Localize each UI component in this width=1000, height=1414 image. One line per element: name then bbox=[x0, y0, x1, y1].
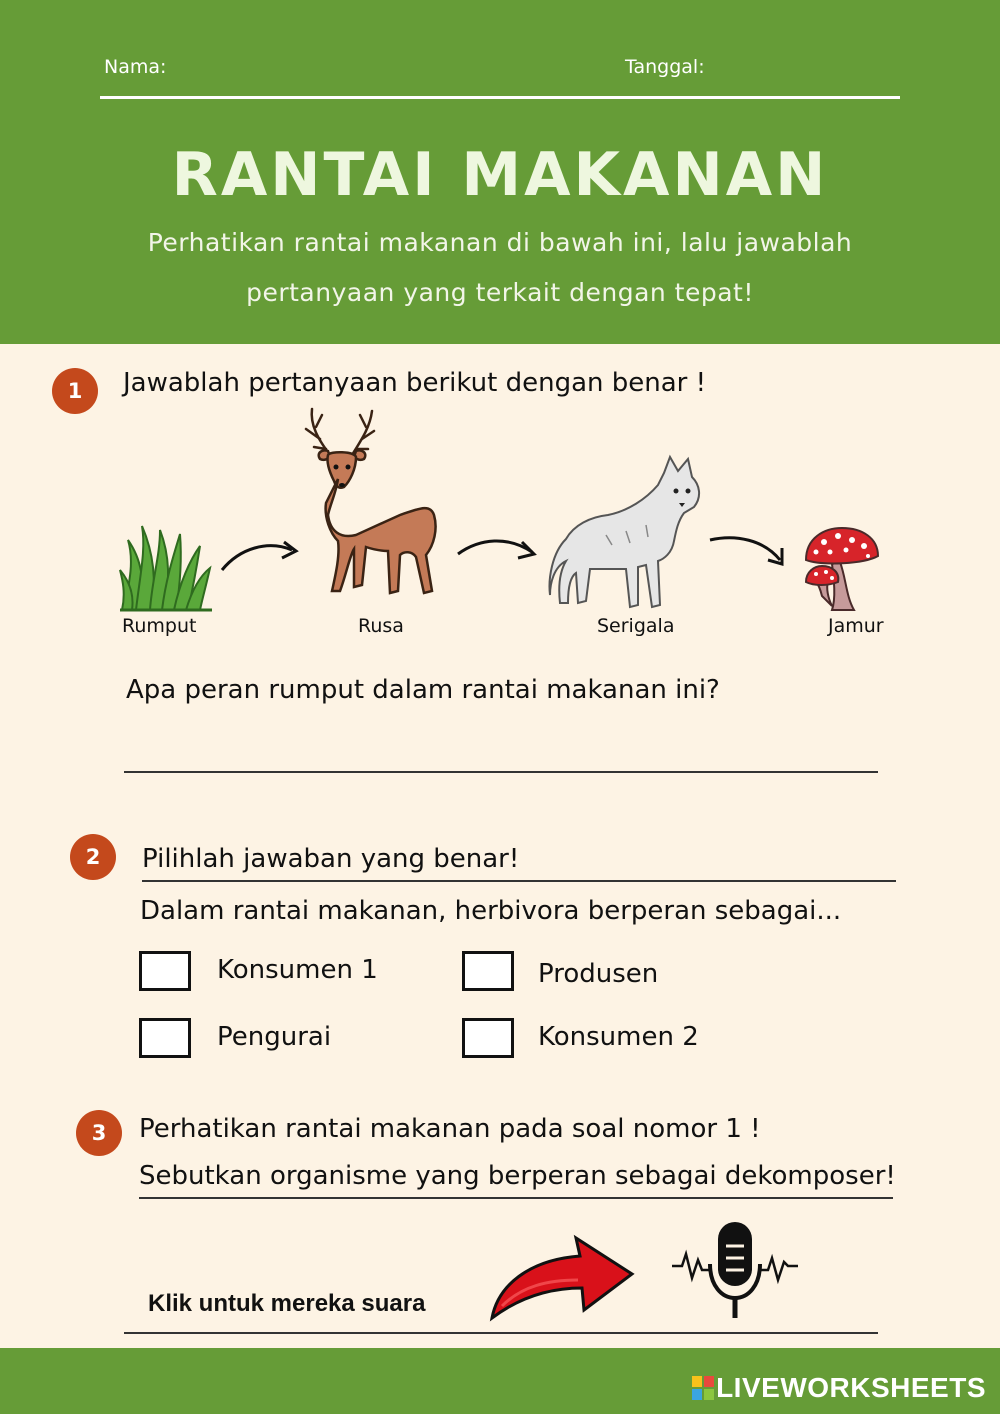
option-konsumen-1-label: Konsumen 1 bbox=[217, 955, 378, 985]
liveworksheets-logo-icon bbox=[692, 1376, 714, 1400]
subtitle-line-2: pertanyaan yang terkait dengan tepat! bbox=[246, 278, 754, 307]
question-1-badge: 1 bbox=[52, 368, 98, 414]
arrow-right-icon bbox=[220, 540, 300, 576]
chain-label-jamur: Jamur bbox=[828, 615, 884, 637]
question-3-badge: 3 bbox=[76, 1110, 122, 1156]
checkbox-produsen[interactable] bbox=[462, 951, 514, 991]
chain-label-rusa: Rusa bbox=[358, 615, 404, 637]
question-1-text: Apa peran rumput dalam rantai makanan ini? bbox=[126, 675, 720, 705]
name-label: Nama: bbox=[104, 56, 167, 78]
question-3-answer-line[interactable] bbox=[124, 1332, 878, 1334]
option-konsumen-2-label: Konsumen 2 bbox=[538, 1022, 699, 1052]
chain-label-serigala: Serigala bbox=[597, 615, 675, 637]
question-2-badge: 2 bbox=[70, 834, 116, 880]
question-1-answer-line[interactable] bbox=[124, 771, 878, 773]
chain-label-rumput: Rumput bbox=[122, 615, 197, 637]
question-2-divider bbox=[142, 880, 896, 882]
question-3-line-1: Perhatikan rantai makanan pada soal nomor 1 ! bbox=[139, 1114, 761, 1144]
checkbox-konsumen-2[interactable] bbox=[462, 1018, 514, 1058]
record-voice-label: Klik untuk mereka suara bbox=[148, 1290, 426, 1317]
deer-icon bbox=[300, 405, 450, 615]
checkbox-pengurai[interactable] bbox=[139, 1018, 191, 1058]
question-2-instruction: Pilihlah jawaban yang benar! bbox=[142, 844, 520, 874]
question-3-divider bbox=[139, 1197, 893, 1199]
question-1-instruction: Jawablah pertanyaan berikut dengan benar ! bbox=[123, 368, 707, 398]
arrow-right-icon bbox=[456, 536, 538, 566]
microphone-icon[interactable] bbox=[670, 1220, 800, 1320]
arrow-right-icon bbox=[708, 534, 788, 568]
mushroom-icon bbox=[802, 526, 882, 612]
question-2-text: Dalam rantai makanan, herbivora berperan sebagai... bbox=[140, 896, 842, 926]
date-label: Tanggal: bbox=[625, 56, 705, 78]
subtitle-line-1: Perhatikan rantai makanan di bawah ini, lalu jawablah bbox=[147, 228, 853, 257]
arrow-right-icon bbox=[488, 1226, 636, 1322]
name-date-line[interactable] bbox=[100, 96, 900, 99]
page-title: RANTAI MAKANAN bbox=[171, 140, 829, 210]
liveworksheets-brand[interactable]: LIVEWORKSHEETS bbox=[716, 1372, 986, 1403]
option-pengurai-label: Pengurai bbox=[217, 1022, 332, 1052]
checkbox-konsumen-1[interactable] bbox=[139, 951, 191, 991]
wolf-icon bbox=[546, 455, 708, 613]
question-3-line-2: Sebutkan organisme yang berperan sebagai dekomposer! bbox=[139, 1161, 896, 1191]
option-produsen-label: Produsen bbox=[538, 959, 659, 989]
grass-icon bbox=[120, 520, 212, 612]
